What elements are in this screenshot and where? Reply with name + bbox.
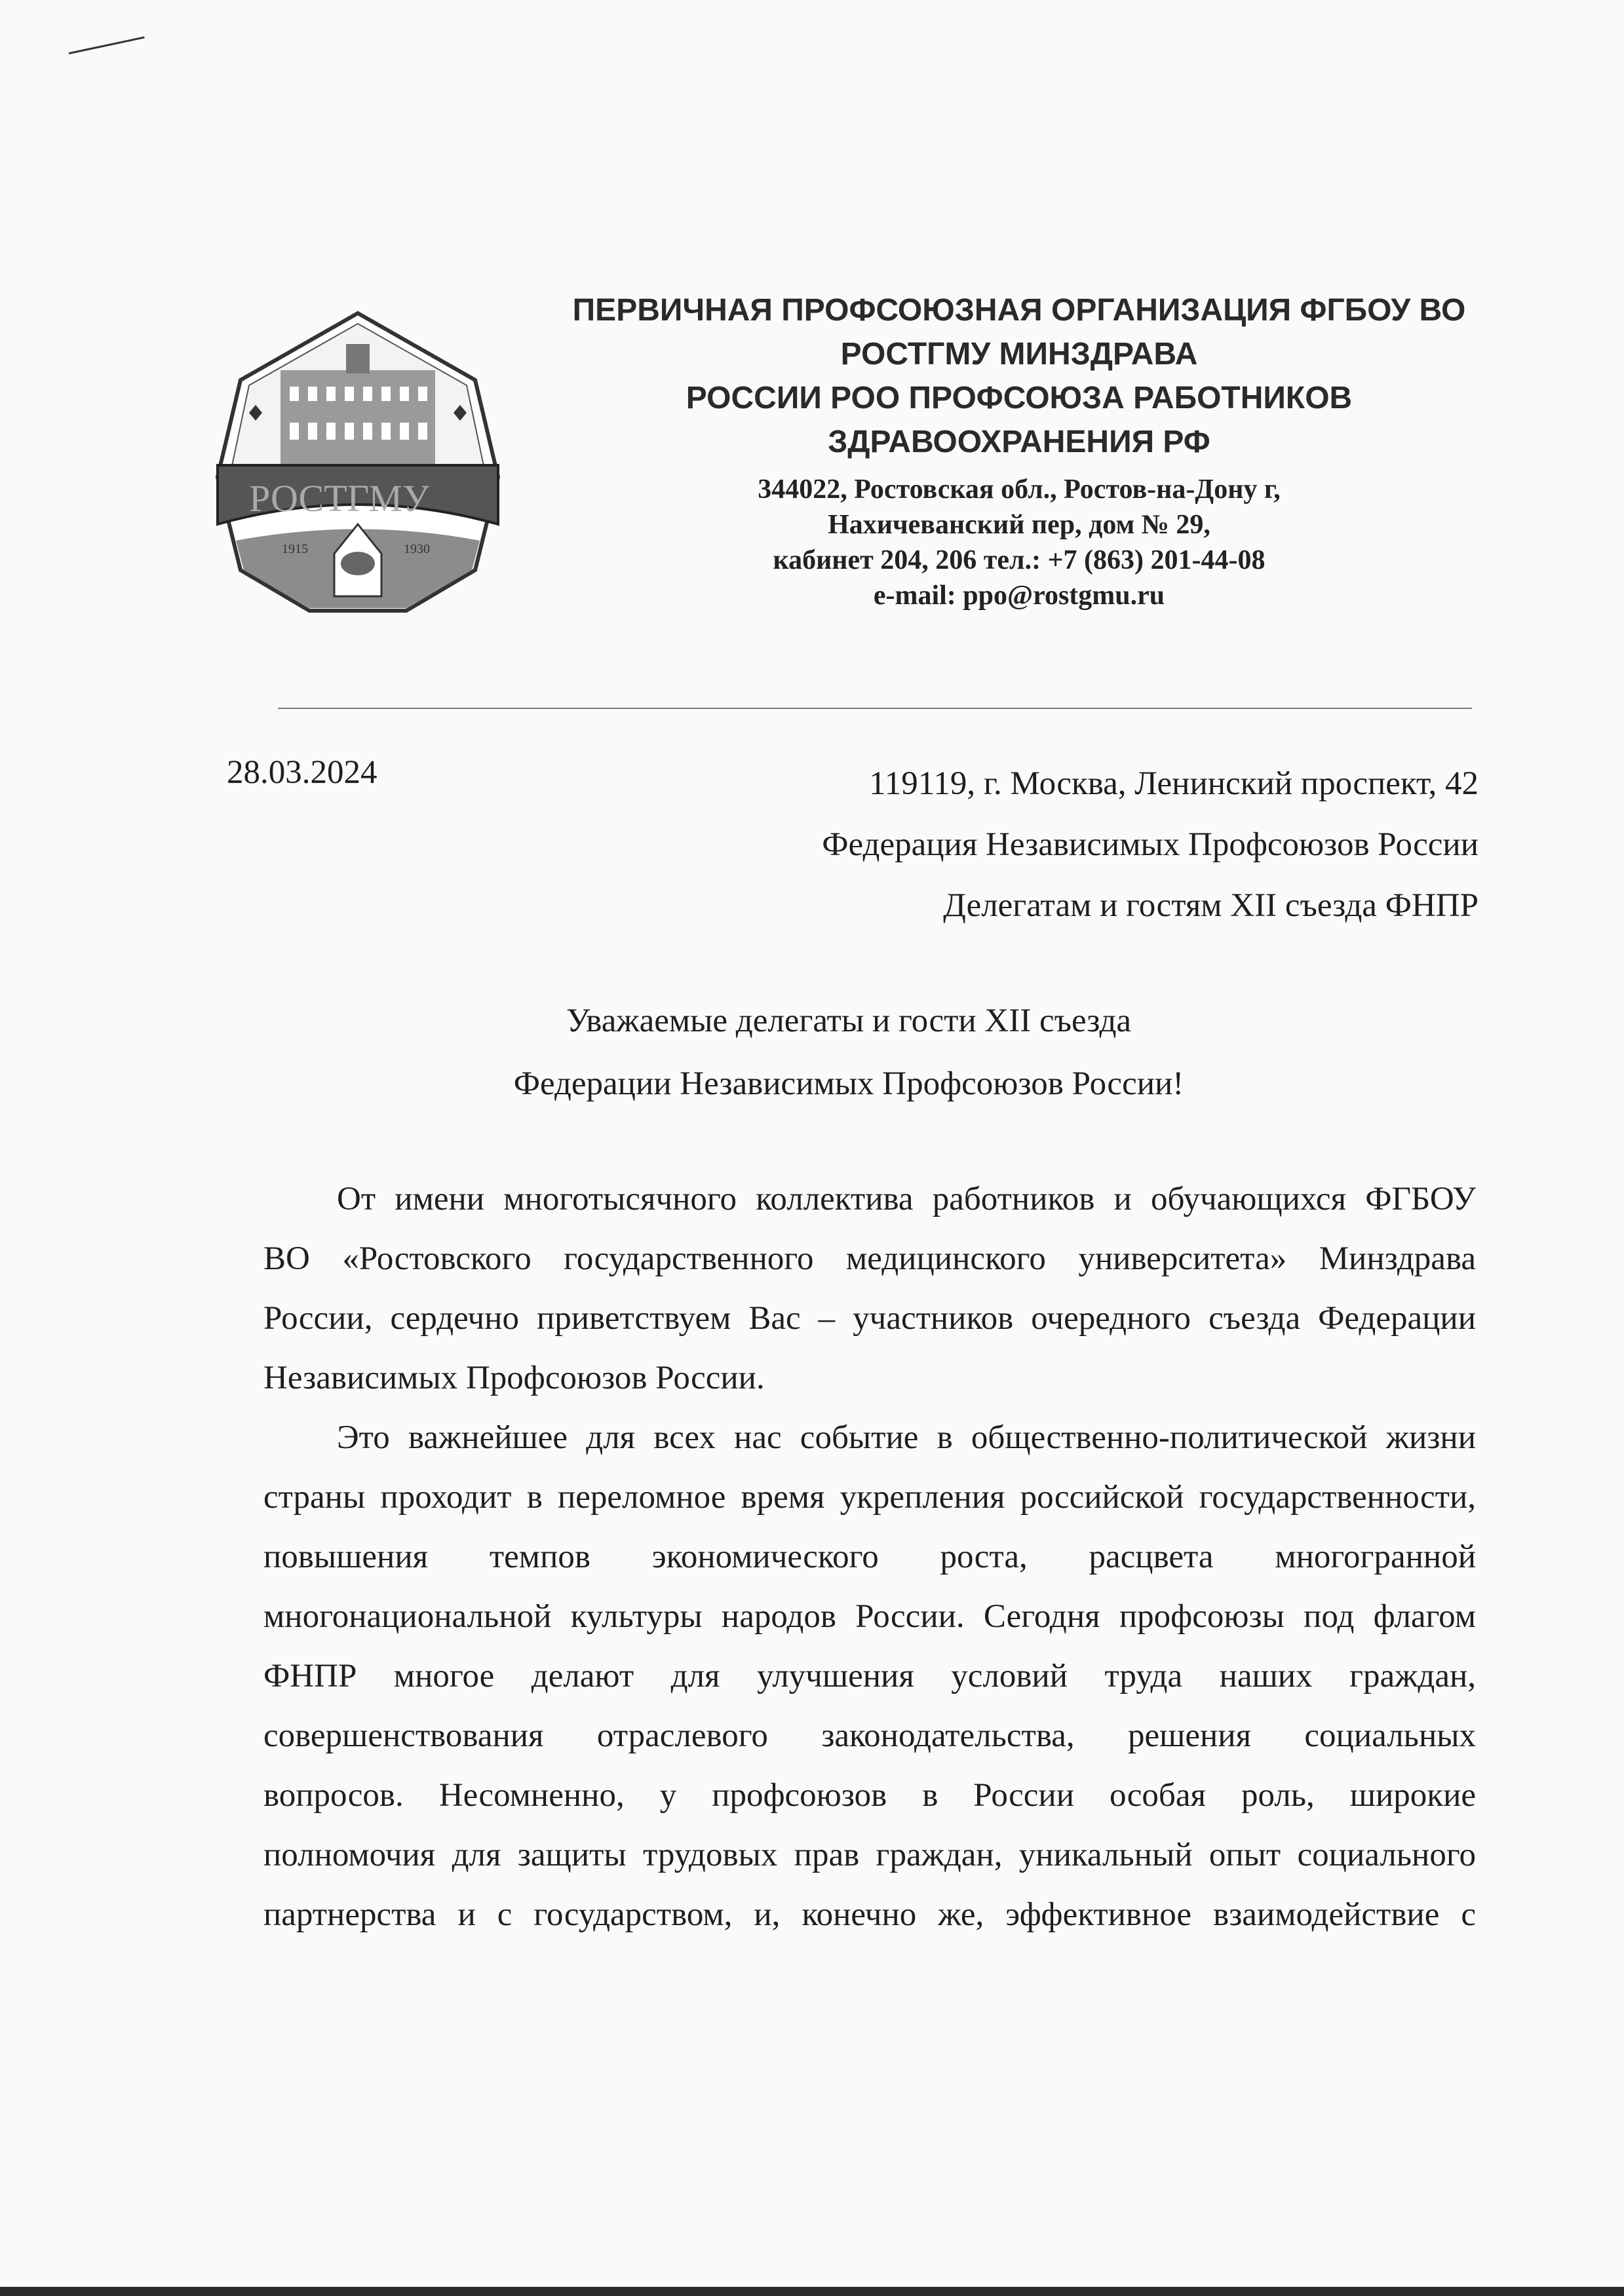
letter-body	[263, 1170, 1476, 1945]
org-address-line: Нахичеванский пер, дом № 29,	[828, 510, 1210, 540]
recipient-addressee: Делегатам и гостям XII съезда ФНПР	[943, 887, 1479, 924]
paragraph-2	[263, 1408, 1476, 1945]
text-line: России, сердечно приветствуем Вас – участников очередного съезда Федерации	[263, 1300, 1476, 1337]
org-address-line: 344022, Ростовская обл., Ростов-на-Дону г,	[758, 474, 1281, 505]
org-title-line: РОСТГМУ МИНЗДРАВА	[840, 337, 1198, 372]
text-line: страны проходит в переломное время укрепления российской государственности,	[263, 1479, 1476, 1516]
salutation-line: Уважаемые делегаты и гости XII съезда	[566, 1003, 1132, 1039]
text-line: ФНПР многое делают для улучшения условий труда наших граждан,	[263, 1658, 1476, 1694]
text-line: партнерства и с государством, и, конечно же, эффективное взаимодействие с	[263, 1896, 1476, 1933]
logo-year-right: 1930	[404, 542, 430, 556]
text-line: Независимых Профсоюзов России.	[263, 1360, 765, 1396]
logo-year-left: 1915	[282, 542, 308, 556]
recipient-address: 119119, г. Москва, Ленинский проспект, 42	[869, 765, 1479, 802]
org-title-line: ПЕРВИЧНАЯ ПРОФСОЮЗНАЯ ОРГАНИЗАЦИЯ ФГБОУ ВО	[572, 293, 1466, 328]
text-line: совершенствования отраслевого законодательства, решения социальных	[263, 1717, 1476, 1754]
text-line: ВО «Ростовского государственного медицинского университета» Минздрава	[263, 1240, 1476, 1277]
text-line: Это важнейшее для всех нас событие в общественно-политической жизни	[337, 1419, 1476, 1456]
org-title-line: РОССИИ РОО ПРОФСОЮЗА РАБОТНИКОВ	[686, 381, 1353, 415]
paragraph-1	[263, 1170, 1476, 1408]
text-line: повышения темпов экономического роста, расцвета многогранной	[263, 1539, 1476, 1575]
salutation	[0, 989, 1624, 1115]
recipient-block	[822, 754, 1479, 936]
organization-contacts	[537, 472, 1501, 613]
salutation-line: Федерации Независимых Профсоюзов России!	[513, 1065, 1184, 1102]
organization-name	[537, 288, 1501, 464]
org-title-line: ЗДРАВООХРАНЕНИЯ РФ	[828, 425, 1210, 459]
logo-band-text: РОСТГМУ	[249, 477, 430, 520]
org-phone-line: кабинет 204, 206 тел.: +7 (863) 201-44-08	[773, 545, 1266, 575]
text-line: полномочия для защиты трудовых прав граждан, уникальный опыт социального	[263, 1837, 1476, 1873]
rostgmu-logo	[210, 308, 506, 616]
text-line: многонациональной культуры народов России. Сегодня профсоюзы под флагом	[263, 1598, 1476, 1635]
text-line: вопросов. Несомненно, у профсоюзов в России особая роль, широкие	[263, 1777, 1476, 1814]
org-email-line: e-mail: ppo@rostgmu.ru	[873, 581, 1165, 611]
text-line: От имени многотысячного коллектива работников и обучающихся ФГБОУ	[337, 1181, 1476, 1217]
letter-date: 28.03.2024	[227, 754, 377, 791]
pen-mark	[69, 36, 145, 54]
letterhead-divider	[278, 708, 1472, 709]
scan-bottom-edge	[0, 2287, 1624, 2296]
recipient-organization: Федерация Независимых Профсоюзов России	[822, 826, 1479, 863]
